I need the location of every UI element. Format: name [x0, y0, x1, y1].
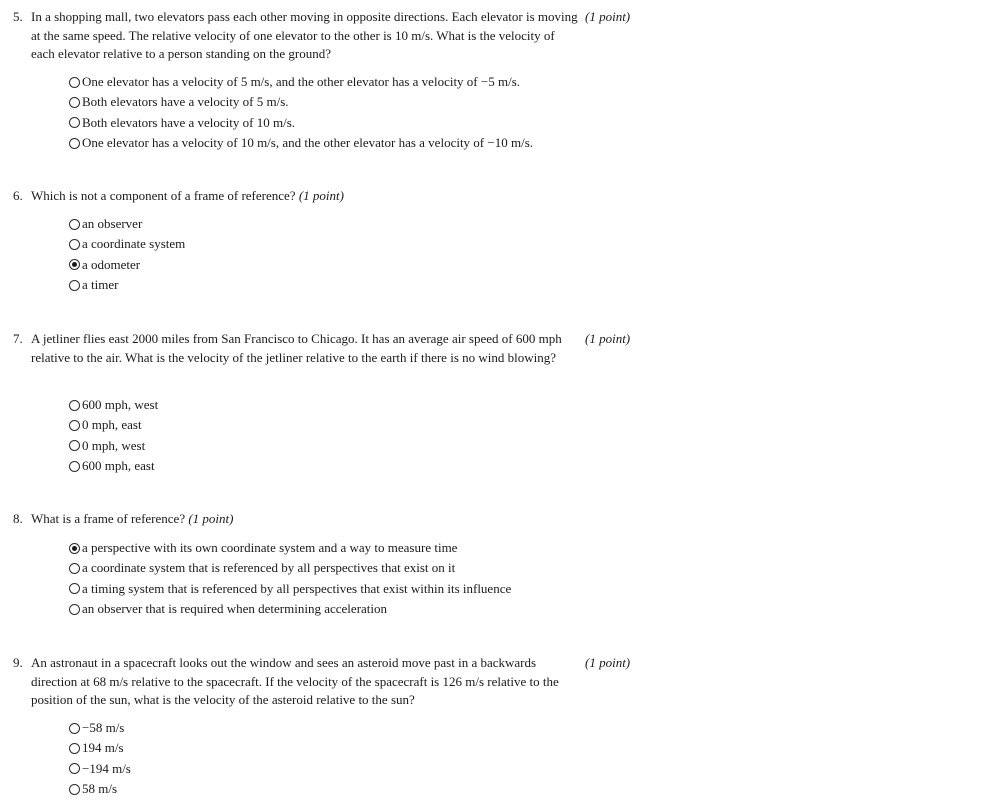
answer-option[interactable]	[69, 395, 158, 415]
answer-option[interactable]	[69, 779, 131, 799]
answer-choices	[69, 718, 131, 799]
answer-option[interactable]	[69, 436, 158, 456]
question-number: 8.	[13, 511, 23, 526]
option-label: a odometer	[82, 256, 141, 272]
answer-option[interactable]	[69, 738, 131, 758]
question-text: A jetliner flies east 2000 miles from San Francisco to Chicago. It has an average air speed of 600 mph relative to the air. What is the velocity of the jetliner relative to the earth if there is no wind blowing?	[31, 331, 562, 365]
option-label: 600 mph, east	[82, 458, 155, 474]
points-label: (1 point)	[585, 331, 631, 346]
answer-option[interactable]	[69, 599, 511, 619]
points-label: (1 point)	[585, 655, 631, 670]
question-number: 6.	[13, 188, 23, 203]
option-label: One elevator has a velocity of 5 m/s, and the other elevator has a velocity of −5 m/s.	[82, 74, 521, 90]
option-label: an observer	[82, 216, 143, 232]
option-label: 0 mph, west	[82, 437, 146, 453]
answer-option[interactable]	[69, 234, 185, 254]
radio-button[interactable]	[69, 259, 80, 270]
option-label: −194 m/s	[82, 760, 131, 776]
answer-choices	[69, 214, 185, 295]
answer-option[interactable]	[69, 72, 533, 92]
radio-button[interactable]	[69, 543, 80, 554]
answer-option[interactable]	[69, 415, 158, 435]
question-number: 5.	[13, 9, 23, 24]
option-label: −58 m/s	[82, 720, 125, 736]
option-label: One elevator has a velocity of 10 m/s, and the other elevator has a velocity of −10 m/s.	[82, 135, 534, 151]
answer-option[interactable]	[69, 113, 533, 133]
option-label: a perspective with its own coordinate system and a way to measure time	[82, 540, 458, 556]
option-label: 0 mph, east	[82, 417, 142, 433]
radio-button[interactable]	[69, 763, 80, 774]
answer-option[interactable]	[69, 558, 511, 578]
option-label: Both elevators have a velocity of 5 m/s.	[82, 94, 289, 110]
answer-option[interactable]	[69, 92, 533, 112]
option-label: an observer that is required when determining acceleration	[82, 601, 388, 617]
answer-option[interactable]	[69, 718, 131, 738]
points-label: (1 point)	[188, 511, 234, 526]
radio-button[interactable]	[69, 784, 80, 795]
question-text	[31, 187, 344, 206]
option-label: 58 m/s	[82, 781, 118, 797]
radio-button[interactable]	[69, 461, 80, 472]
radio-button[interactable]	[69, 420, 80, 431]
answer-choices	[69, 72, 533, 153]
answer-option[interactable]	[69, 538, 511, 558]
question-number: 9.	[13, 655, 23, 670]
option-label: a timer	[82, 277, 119, 293]
radio-button[interactable]	[69, 723, 80, 734]
answer-option[interactable]	[69, 133, 533, 153]
question-text	[31, 510, 233, 529]
radio-button[interactable]	[69, 117, 80, 128]
answer-choices	[69, 395, 158, 476]
answer-option[interactable]	[69, 255, 185, 275]
question-prompt: What is a frame of reference?	[31, 511, 186, 526]
option-label: Both elevators have a velocity of 10 m/s.	[82, 114, 296, 130]
radio-button[interactable]	[69, 138, 80, 149]
radio-button[interactable]	[69, 440, 80, 451]
radio-button[interactable]	[69, 239, 80, 250]
points-label: (1 point)	[585, 9, 631, 24]
radio-button[interactable]	[69, 77, 80, 88]
answer-option[interactable]	[69, 214, 185, 234]
radio-button[interactable]	[69, 604, 80, 615]
option-label: a coordinate system that is referenced by all perspectives that exist on it	[82, 560, 456, 576]
question-text: In a shopping mall, two elevators pass each other moving in opposite directions. Each elevator is moving at the same speed. The relative velocity of one elevator to the other is 10 m/s. What is the velocity of each elevator relative to a person standing on the ground?	[31, 9, 578, 61]
radio-button[interactable]	[69, 563, 80, 574]
answer-option[interactable]	[69, 759, 131, 779]
radio-button[interactable]	[69, 280, 80, 291]
answer-option[interactable]	[69, 456, 158, 476]
option-label: a timing system that is referenced by all perspectives that exist within its influence	[82, 580, 512, 596]
answer-choices	[69, 538, 511, 619]
answer-option[interactable]	[69, 275, 185, 295]
option-label: 600 mph, west	[82, 397, 159, 413]
question-number: 7.	[13, 331, 23, 346]
option-label: a coordinate system	[82, 236, 186, 252]
question-text: An astronaut in a spacecraft looks out the window and sees an asteroid move past in a backwards direction at 68 m/s relative to the spacecraft. If the velocity of the spacecraft is 126 m/s relative to the position of the sun, what is the velocity of the asteroid relative to the sun?	[31, 655, 559, 707]
radio-button[interactable]	[69, 97, 80, 108]
option-label: 194 m/s	[82, 740, 124, 756]
question-prompt: Which is not a component of a frame of reference?	[31, 188, 296, 203]
points-label: (1 point)	[298, 188, 344, 203]
radio-button[interactable]	[69, 743, 80, 754]
radio-button[interactable]	[69, 583, 80, 594]
answer-option[interactable]	[69, 579, 511, 599]
radio-button[interactable]	[69, 400, 80, 411]
radio-button[interactable]	[69, 219, 80, 230]
